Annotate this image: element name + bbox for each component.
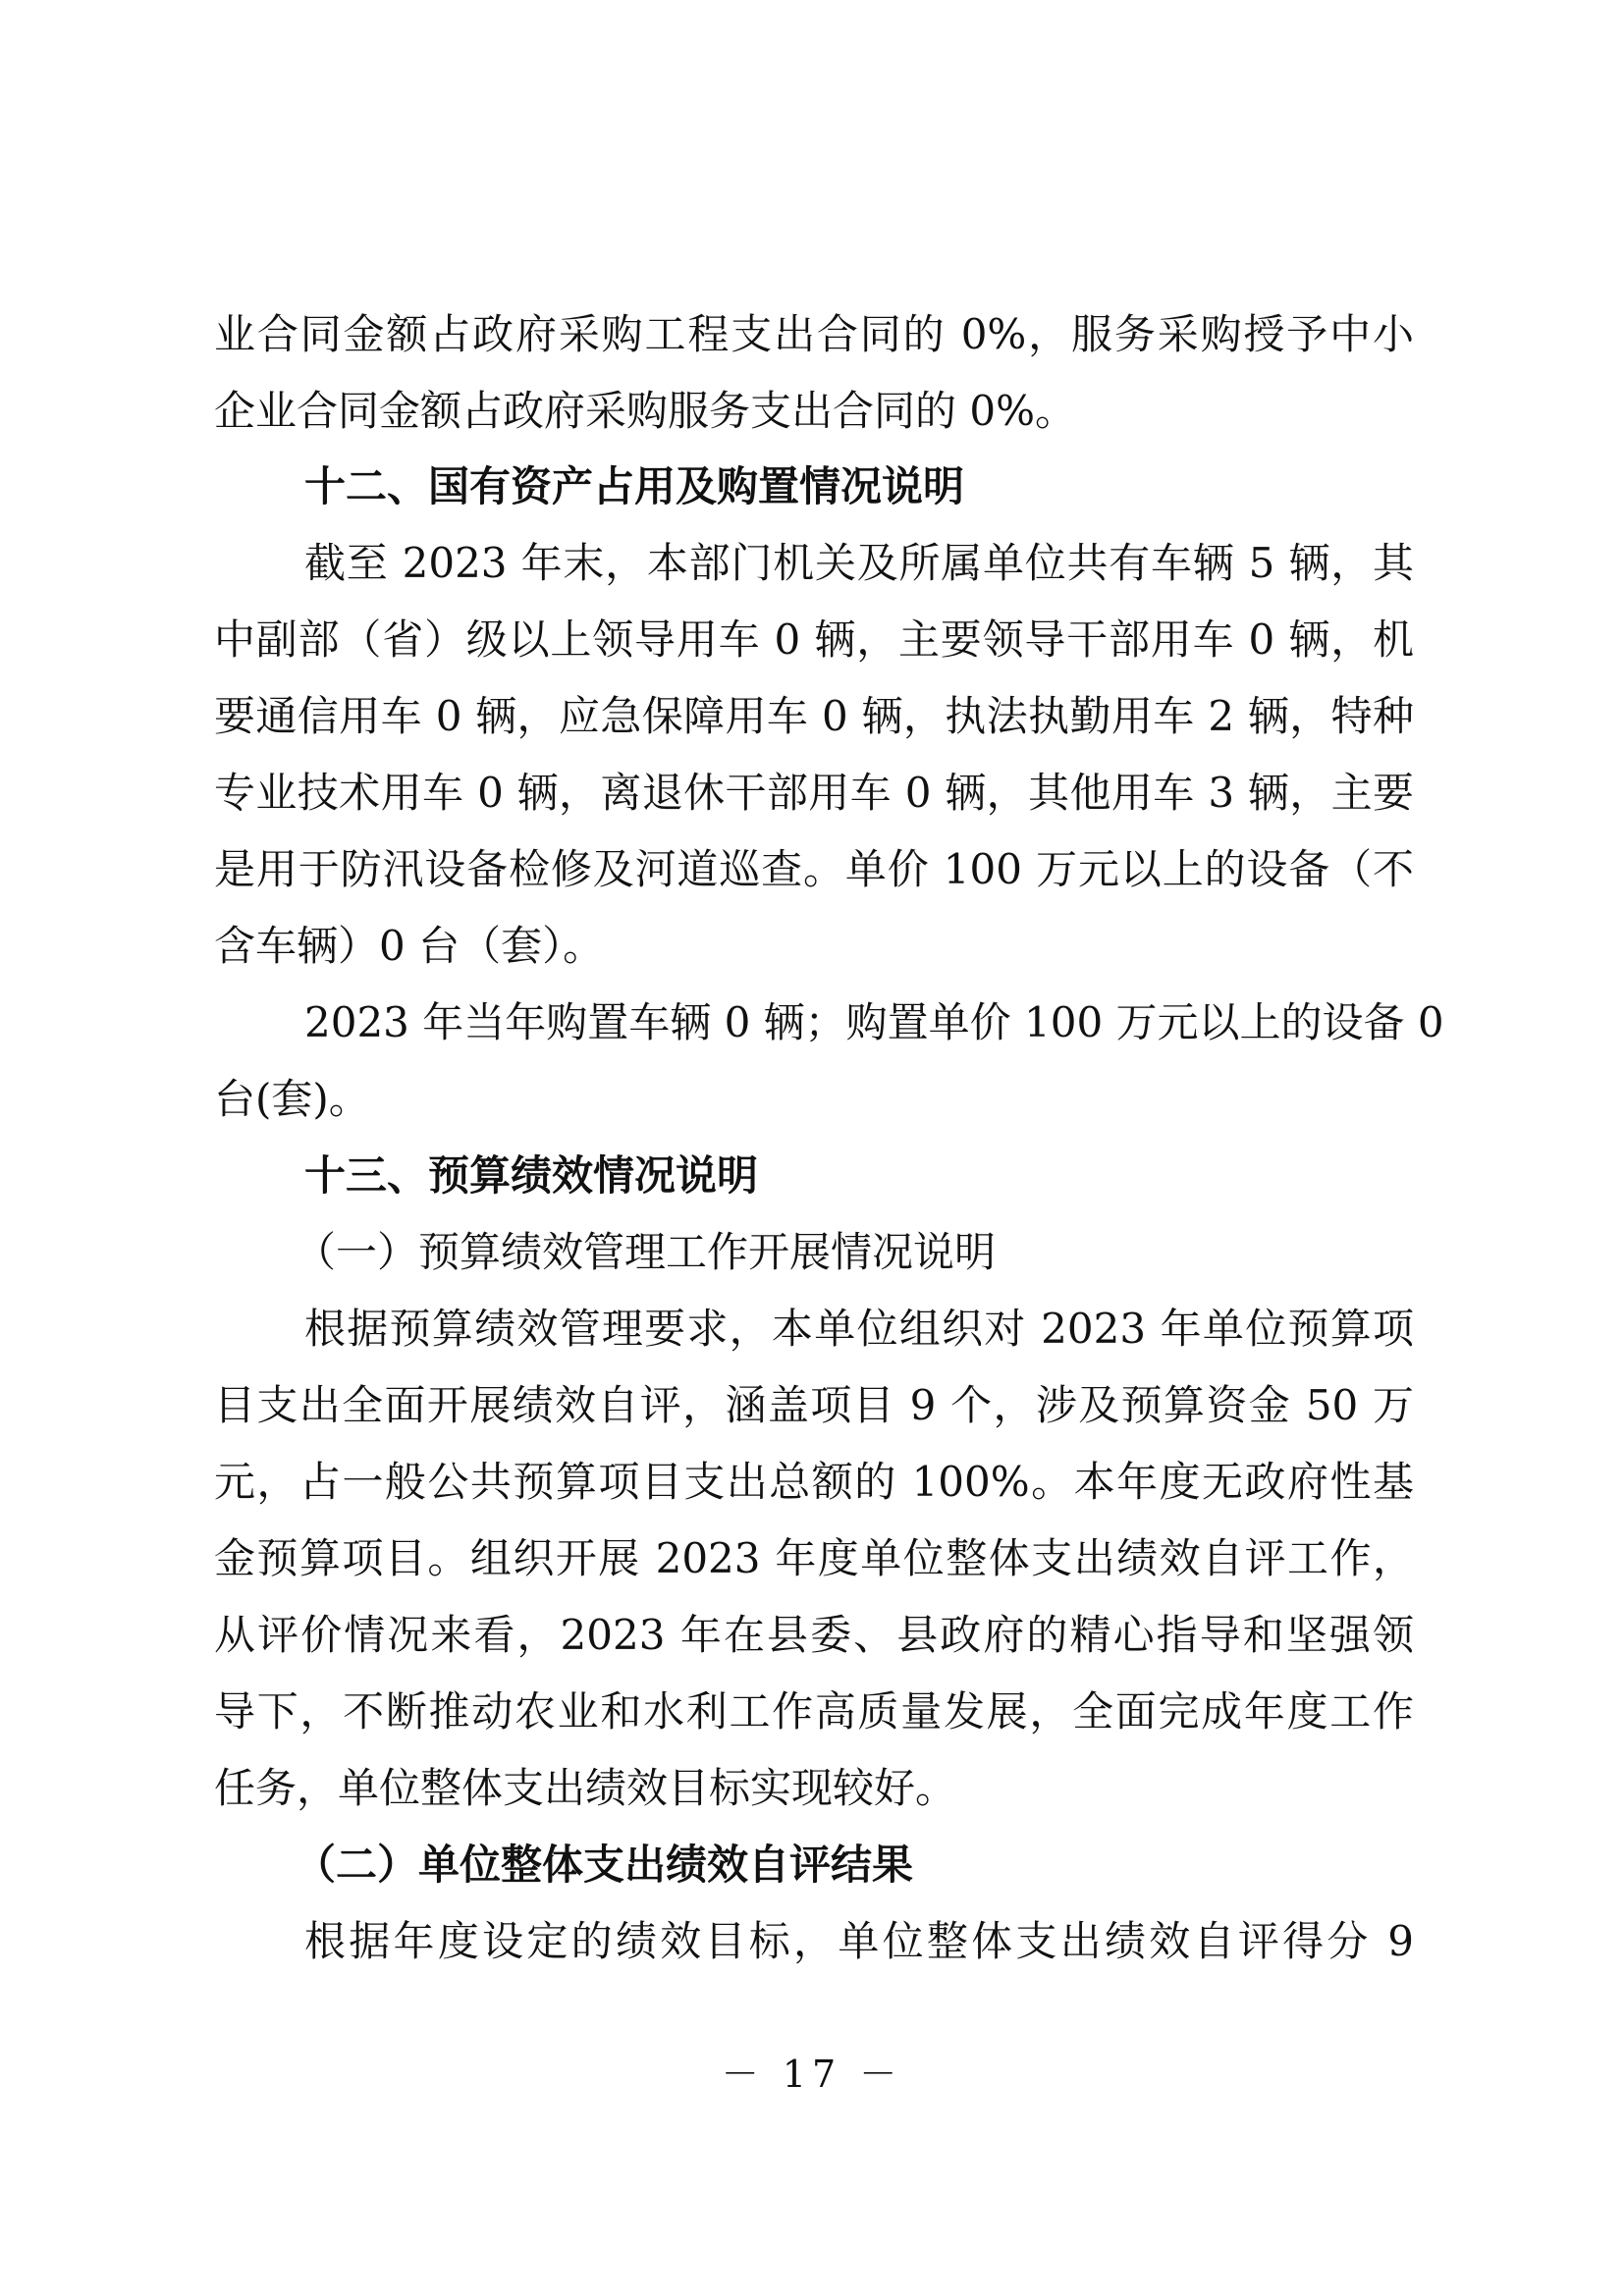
body-line-9: 2023 年当年购置车辆 0 辆；购置单价 100 万元以上的设备 0 [304, 998, 1444, 1046]
body-line-1: 业合同金额占政府采购工程支出合同的 0%，服务采购授予中小 [214, 310, 1414, 358]
body-line-16: 导下，不断推动农业和水利工作高质量发展，全面完成年度工作 [214, 1687, 1414, 1735]
body-line-6: 专业技术用车 0 辆，离退休干部用车 0 辆，其他用车 3 辆，主要 [214, 769, 1414, 817]
subsection-heading-1: （一）预算绩效管理工作开展情况说明 [295, 1228, 997, 1276]
body-line-12: 目支出全面开展绩效自评，涵盖项目 9 个，涉及预算资金 50 万 [214, 1381, 1414, 1429]
body-line-3: 截至 2023 年末，本部门机关及所属单位共有车辆 5 辆，其 [304, 539, 1414, 587]
body-line-15: 从评价情况来看，2023 年在县委、县政府的精心指导和坚强领 [214, 1611, 1414, 1659]
body-line-10: 台(套)。 [214, 1075, 370, 1123]
page-number: － 17 － [721, 2053, 903, 2096]
body-line-18: 根据年度设定的绩效目标，单位整体支出绩效自评得分 9 [304, 1917, 1414, 1965]
body-line-14: 金预算项目。组织开展 2023 年度单位整体支出绩效自评工作， [214, 1534, 1414, 1582]
body-line-2: 企业合同金额占政府采购服务支出合同的 0%。 [214, 387, 1076, 435]
subsection-heading-2: （二）单位整体支出绩效自评结果 [295, 1841, 914, 1889]
body-line-17: 任务，单位整体支出绩效目标实现较好。 [214, 1764, 957, 1812]
body-line-13: 元，占一般公共预算项目支出总额的 100%。本年度无政府性基 [214, 1458, 1414, 1506]
body-line-7: 是用于防汛设备检修及河道巡查。单价 100 万元以上的设备（不 [214, 845, 1414, 893]
section-heading-13: 十三、预算绩效情况说明 [304, 1151, 759, 1200]
section-heading-12: 十二、国有资产占用及购置情况说明 [304, 462, 965, 510]
body-line-11: 根据预算绩效管理要求，本单位组织对 2023 年单位预算项 [304, 1305, 1414, 1353]
body-line-8: 含车辆）0 台（套）。 [214, 922, 605, 970]
body-line-4: 中副部（省）级以上领导用车 0 辆，主要领导干部用车 0 辆，机 [214, 615, 1414, 664]
body-line-5: 要通信用车 0 辆，应急保障用车 0 辆，执法执勤用车 2 辆，特种 [214, 692, 1414, 740]
